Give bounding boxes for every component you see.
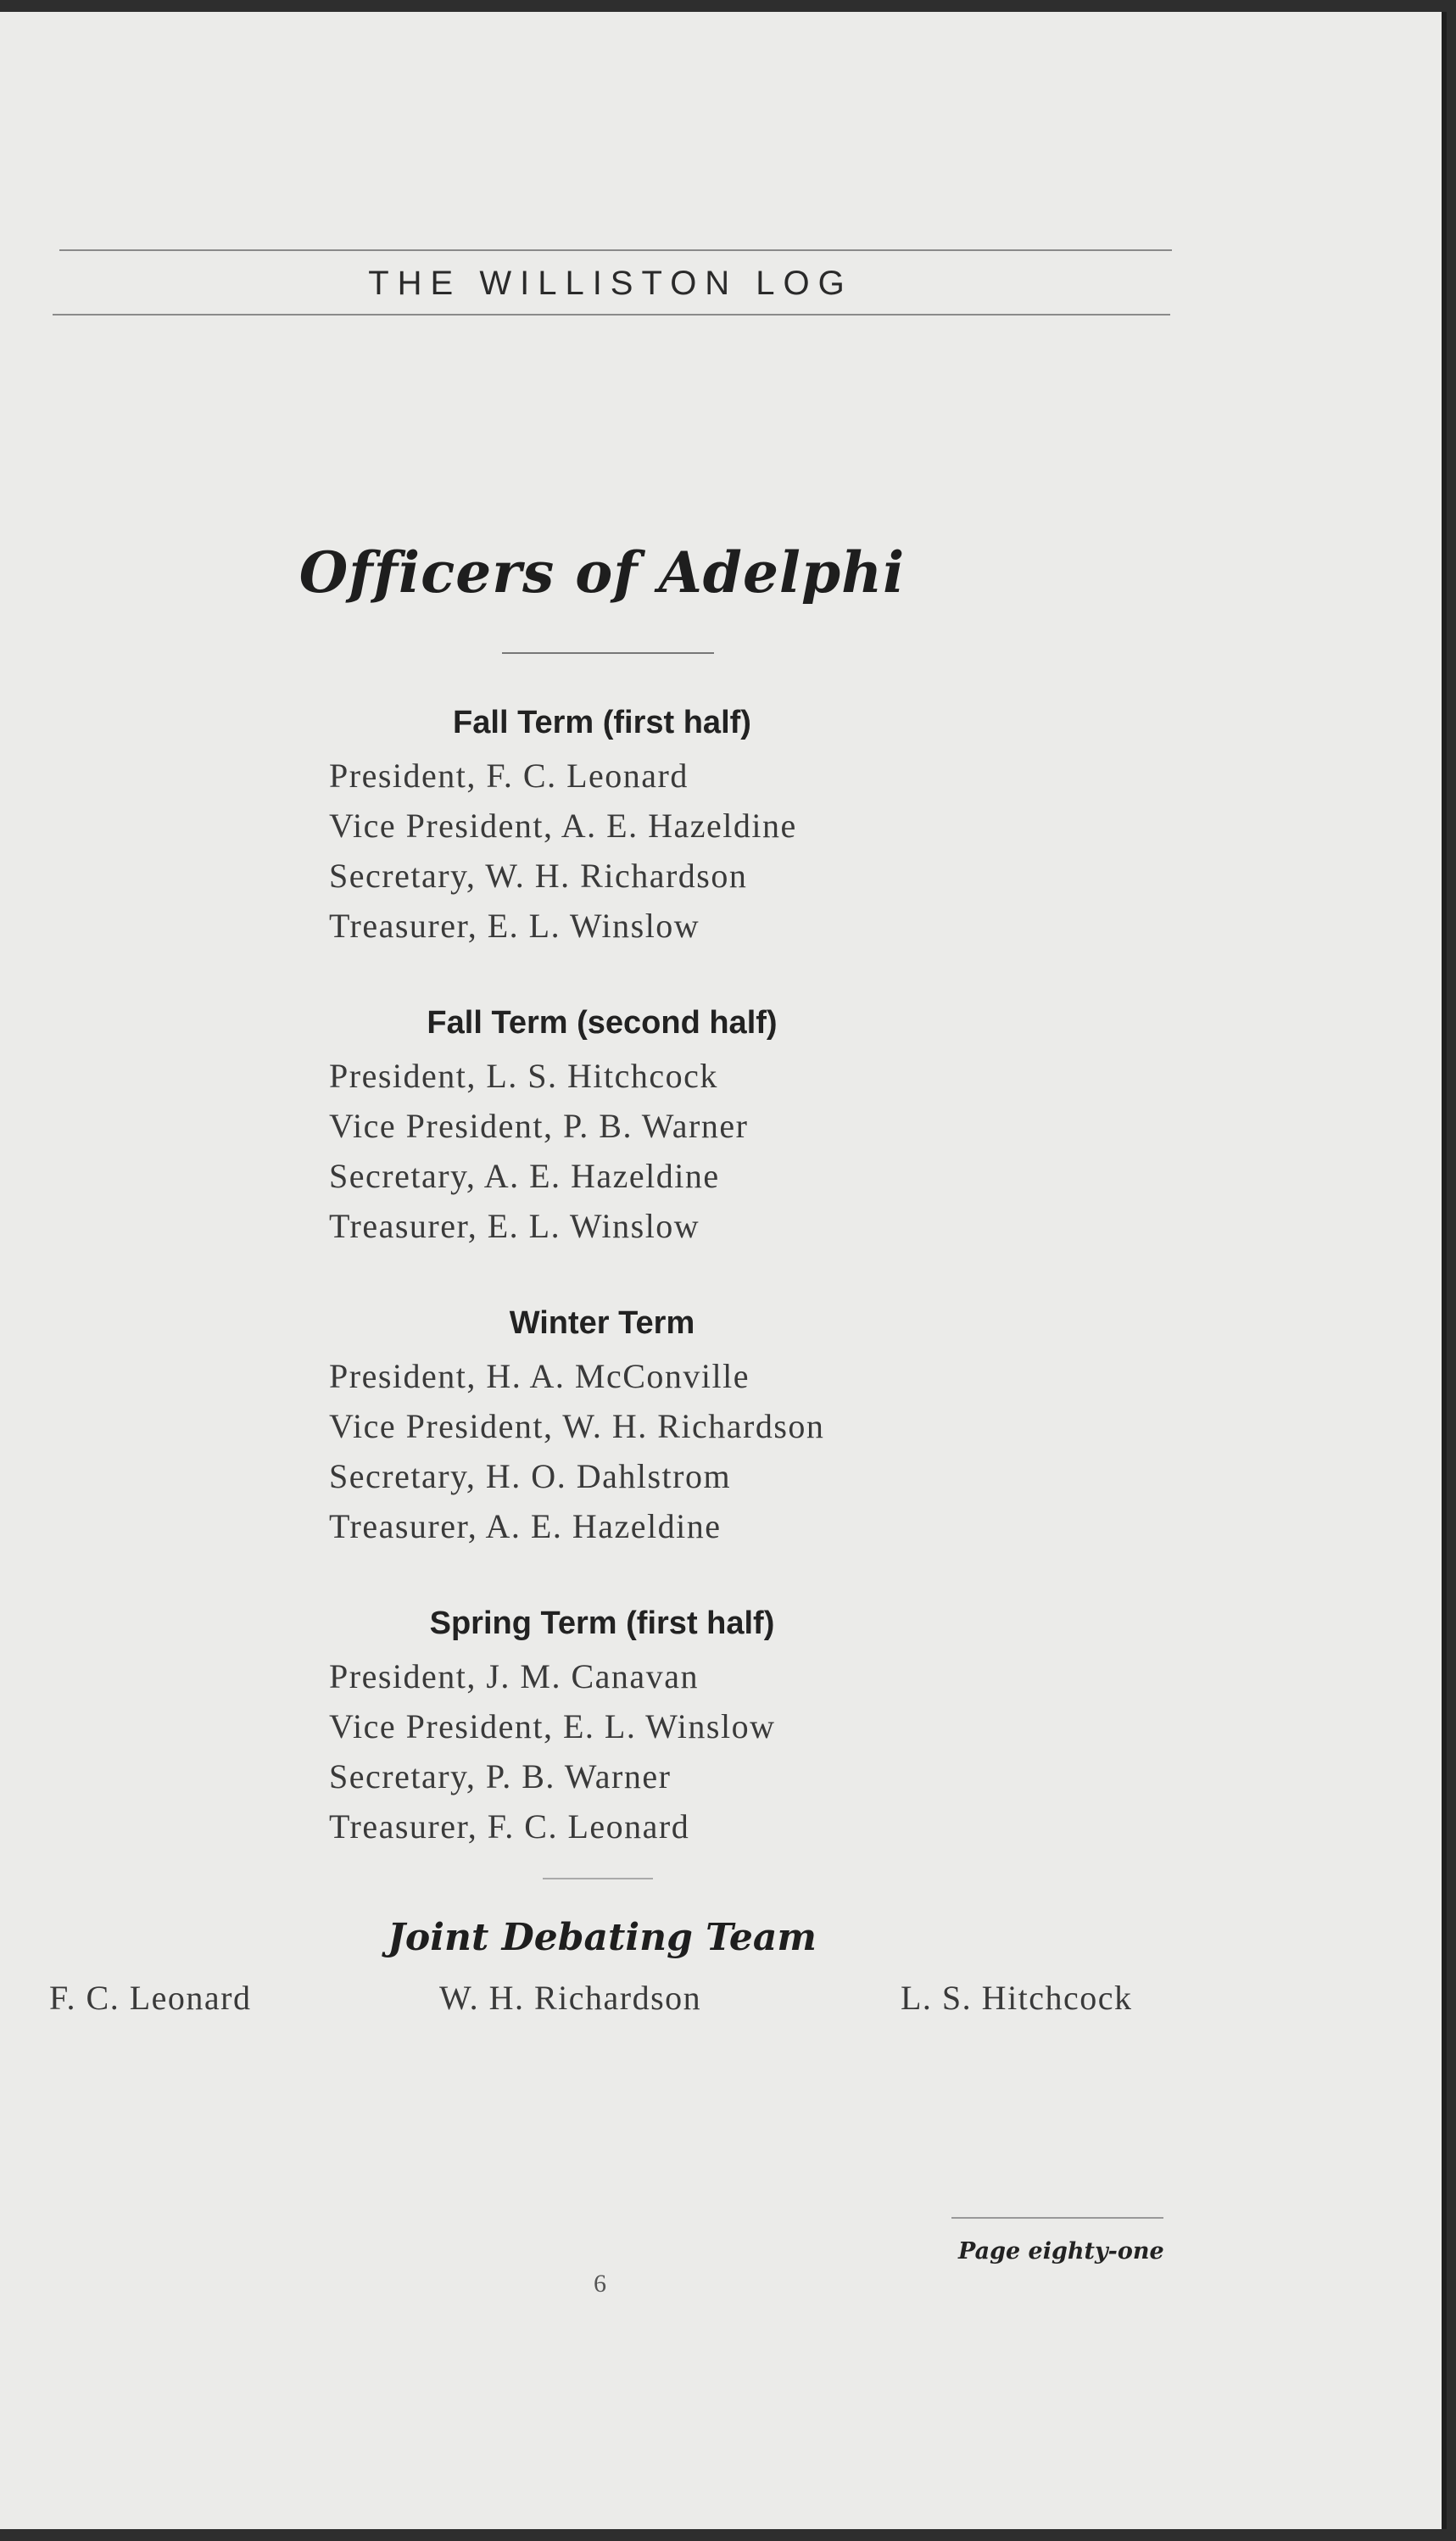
page-number-rule [951,2217,1163,2219]
officer-secretary: Secretary, A. E. Hazeldine [329,1157,720,1195]
officer-president: President, L. S. Hitchcock [329,1057,718,1095]
officer-vice-president: Vice President, W. H. Richardson [329,1407,825,1445]
officer-treasurer: Treasurer, A. E. Hazeldine [329,1507,722,1545]
term-heading: Fall Term (second half) [427,1005,778,1041]
officer-vice-president: Vice President, P. B. Warner [329,1107,749,1145]
term-section-fall-second-half [0,995,1204,1251]
debating-team-member: W. H. Richardson [439,1979,702,2017]
debating-team-member: L. S. Hitchcock [901,1979,1133,2017]
term-section-spring-first-half [0,1595,1204,1851]
header-rule-top [59,249,1172,251]
officer-secretary: Secretary, P. B. Warner [329,1757,672,1795]
officer-treasurer: Treasurer, E. L. Winslow [329,1207,700,1245]
debating-team-heading: Joint Debating Team [388,1916,817,1959]
officer-secretary: Secretary, H. O. Dahlstrom [329,1457,732,1495]
officer-vice-president: Vice President, E. L. Winslow [329,1707,776,1745]
debating-team-member: F. C. Leonard [49,1979,252,2017]
officer-president: President, J. M. Canavan [329,1657,699,1695]
header-rule-bottom [53,314,1170,316]
term-heading: Winter Term [509,1305,695,1341]
term-heading: Spring Term (first half) [429,1606,775,1641]
running-header: THE WILLISTON LOG [368,265,853,302]
officer-treasurer: Treasurer, E. L. Winslow [329,907,700,945]
term-section-fall-first-half [0,695,1204,951]
officer-vice-president: Vice President, A. E. Hazeldine [329,807,797,845]
section-divider [543,1878,653,1879]
officer-president: President, H. A. McConville [329,1357,750,1395]
page-number: Page eighty-one [958,2238,1164,2265]
page [0,12,1447,2529]
title-rule [502,652,714,654]
term-heading: Fall Term (first half) [453,705,751,740]
page-title: Officers of Adelphi [298,539,906,606]
officer-treasurer: Treasurer, F. C. Leonard [329,1807,690,1846]
folio-mark: 6 [594,2270,606,2298]
term-section-winter [0,1295,1204,1551]
officer-secretary: Secretary, W. H. Richardson [329,857,748,895]
officer-president: President, F. C. Leonard [329,757,689,795]
